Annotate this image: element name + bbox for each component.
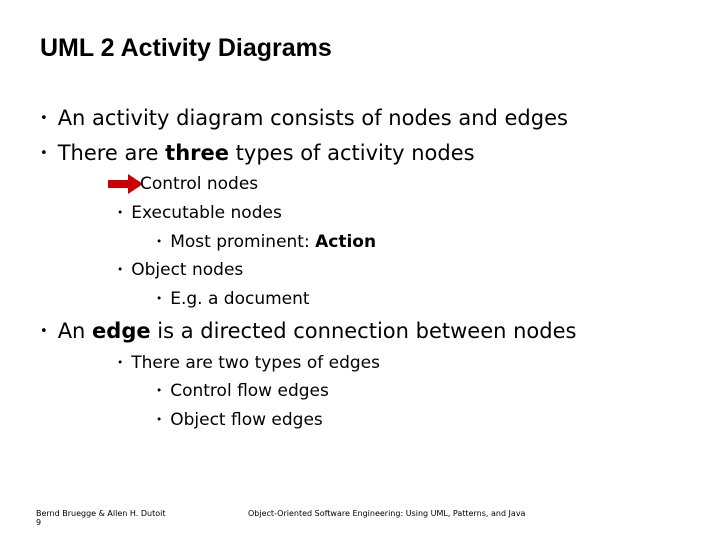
page-title: UML 2 Activity Diagrams	[40, 34, 332, 62]
bullet-text-pre: There are	[57, 141, 166, 165]
bullet-activity-diagram	[40, 106, 568, 130]
page-number: 9	[36, 518, 42, 527]
bullet-edge	[40, 319, 576, 343]
bullet-object-flow-edges	[156, 410, 323, 430]
footer-authors-text: Bernd Bruegge & Allen H. Dutoit	[36, 509, 166, 518]
bullet-control-flow-edges	[156, 381, 329, 401]
bullet-three-types	[40, 141, 475, 165]
bullet-text: There are two types of edges	[131, 353, 380, 373]
bullet-text-bold: Action	[315, 232, 377, 252]
bullet-text-bold: three	[165, 141, 229, 165]
bullet-text: Object nodes	[131, 260, 244, 280]
bullet-text-pre: An	[57, 319, 93, 343]
bullet-icon: •	[40, 324, 48, 340]
bullet-icon: •	[117, 206, 124, 219]
arrow-shape	[108, 174, 143, 194]
bullet-eg-document	[156, 289, 310, 309]
bullet-control-nodes	[140, 174, 258, 194]
bullet-text: Control nodes	[140, 174, 259, 194]
bullet-icon: •	[156, 292, 163, 305]
bullet-text: An activity diagram consists of nodes and edges	[57, 106, 568, 130]
bullet-text: Object flow edges	[170, 410, 323, 430]
footer-book-title: Object-Oriented Software Engineering: Using UML, Patterns, and Java	[248, 509, 526, 518]
bullet-icon: •	[156, 413, 163, 426]
bullet-icon: •	[156, 384, 163, 397]
bullet-icon: •	[40, 111, 48, 127]
bullet-icon: •	[117, 263, 124, 276]
bullet-icon: •	[156, 235, 163, 248]
red-arrow-icon	[108, 173, 144, 195]
bullet-text: Executable nodes	[131, 203, 282, 223]
bullet-two-types-edges	[117, 353, 380, 373]
bullet-object-nodes	[117, 260, 243, 280]
bullet-text-post: types of activity nodes	[229, 141, 475, 165]
bullet-text: E.g. a document	[170, 289, 310, 309]
bullet-text-bold: edge	[92, 319, 151, 343]
bullet-icon: •	[40, 146, 48, 162]
bullet-executable-nodes	[117, 203, 282, 223]
footer-authors	[36, 509, 165, 527]
bullet-most-prominent	[156, 232, 376, 252]
bullet-text-pre: Most prominent:	[170, 232, 316, 252]
bullet-text: Control flow edges	[170, 381, 329, 401]
bullet-icon: •	[117, 356, 124, 369]
bullet-text-post: is a directed connection between nodes	[150, 319, 577, 343]
